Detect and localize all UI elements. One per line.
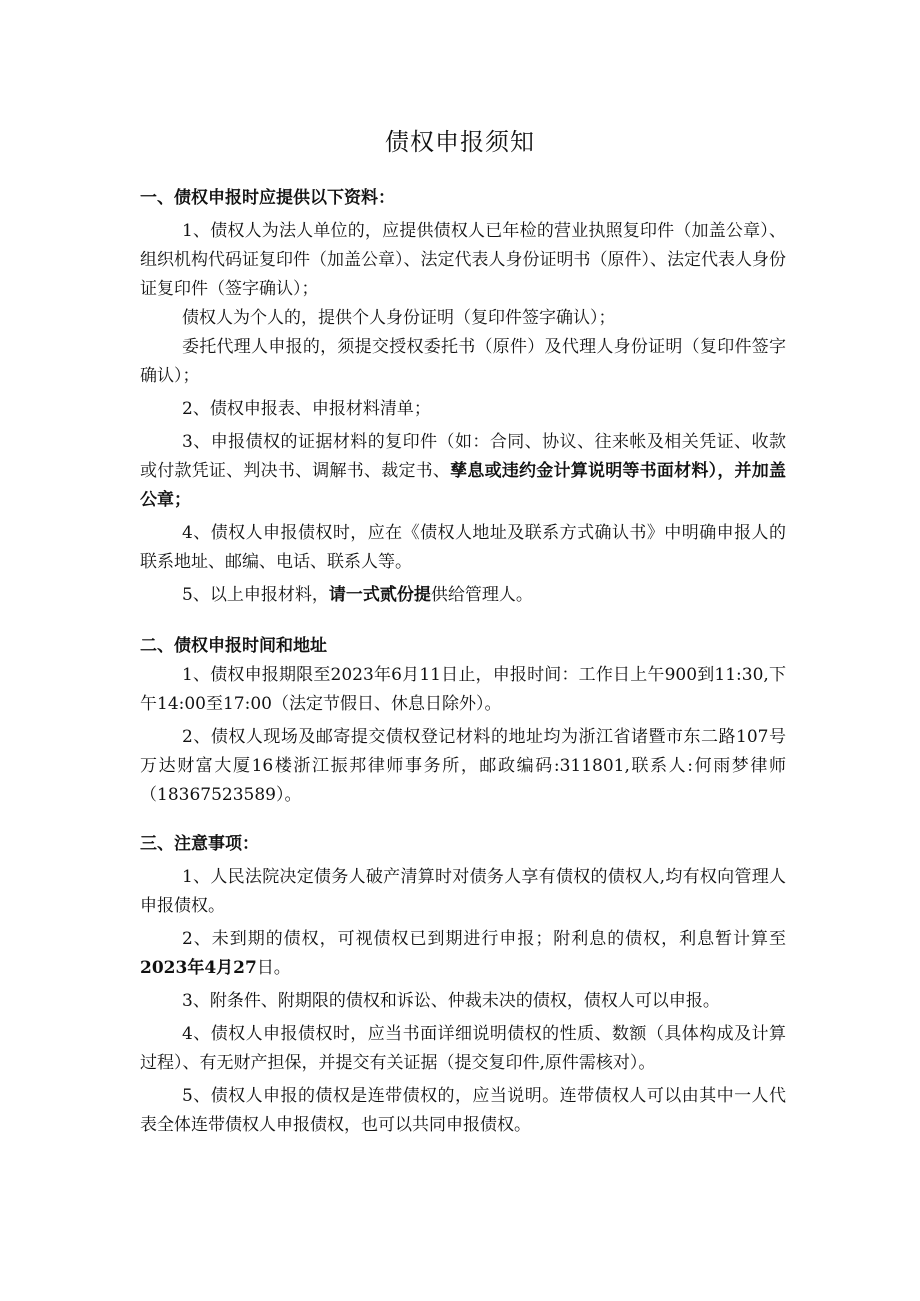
section3-item5: 5、债权人申报的债权是连带债权的，应当说明。连带债权人可以由其中一人代表全体连带债权人申报债权，也可以共同申报债权。 [140,1086,786,1135]
document-body [140,184,786,1140]
page-title: 债权申报须知 [385,128,535,156]
section1-item4: 4、债权人申报债权时，应在《债权人地址及联系方式确认书》中明确申报人的联系地址、邮编、电话、联系人等。 [140,523,786,572]
section3-item3: 3、附条件、附期限的债权和诉讼、仲裁未决的债权，债权人可以申报。 [182,991,720,1011]
section1-item5 [140,581,786,610]
section1-item1: 1、债权人为法人单位的，应提供债权人已年检的营业执照复印件（加盖公章）、组织机构代码证复印件（加盖公章）、法定代表人身份证明书（原件）、法定代表人身份证复印件（签字确认）； [140,221,786,299]
section2-item1: 1、债权申报期限至2023年6月11日止，申报时间：工作日上午900到11:30,下午14:00至17:00（法定节假日、休息日除外）。 [140,665,786,714]
section1-item2: 2、债权申报表、申报材料清单； [182,399,431,419]
section3-item2-bold: 2023年4月27 [140,958,257,978]
section2-item2: 2、债权人现场及邮寄提交债权登记材料的地址均为浙江省诸暨市东二路107号万达财富大厦16楼浙江振邦律师事务所，邮政编码:311801,联系人:何雨梦律师（18367523589）。 [140,727,786,805]
section1-item1c: 委托代理人申报的，须提交授权委托书（原件）及代理人身份证明（复印件签字确认）； [140,337,786,386]
section3-heading: 三、注意事项： [140,834,259,854]
section1-item3-text: 3、申报债权的证据材料的复印件（如：合同、协议、往来帐及相关凭证、收款或付款凭证、判决书、调解书、裁定书、 [140,432,786,481]
section3-item2 [140,925,786,983]
section1-item1b: 债权人为个人的，提供个人身份证明（复印件签字确认）； [182,308,616,328]
section1-item3-bold: 孳息或违约金计算说明等书面材料） [450,461,718,481]
section2-heading: 二、债权申报时间和地址 [140,636,327,656]
section3-item2-tail: 日。 [256,958,291,978]
section1-item5-text: 5、以上申报材料， [182,585,329,605]
section1-item3 [140,428,786,515]
section3-item1: 1、人民法院决定债务人破产清算时对债务人享有债权的债权人,均有权向管理人申报债权。 [140,867,786,916]
section1-heading: 一、债权申报时应提供以下资料： [140,188,395,208]
section1-item5-bold: 请一式贰份提 [328,585,431,605]
section1-item3-tail: ，并加盖公章； [140,461,787,510]
section1-item5-tail: 供给管理人。 [430,585,533,605]
section3-item2-text: 2、未到期的债权，可视债权已到期进行申报；附利息的债权，利息暂计算至 [182,929,786,949]
section3-item4: 4、债权人申报债权时，应当书面详细说明债权的性质、数额（具体构成及计算过程）、有无财产担保，并提交有关证据（提交复印件,原件需核对）。 [140,1024,786,1073]
